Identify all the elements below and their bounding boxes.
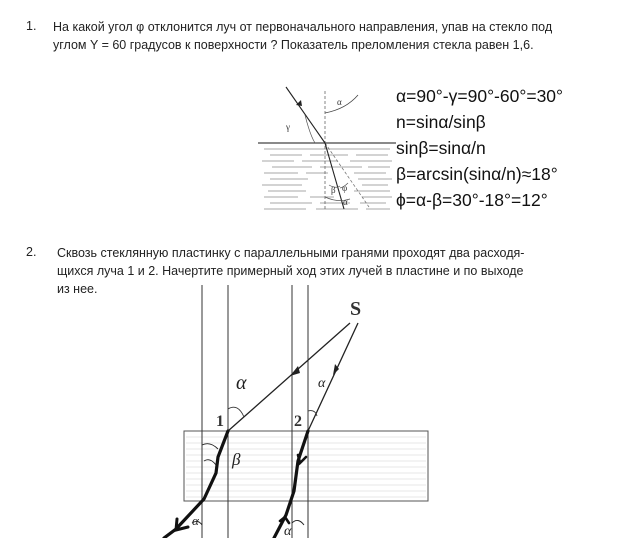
gamma-arc — [305, 115, 315, 143]
question-2-line-3: из нее. — [57, 282, 98, 296]
alpha-bottom-label: α — [343, 197, 348, 207]
formula-line-2: n=sinα/sinβ — [396, 112, 486, 132]
beta-label: β — [331, 185, 336, 195]
ray-2-incident — [308, 323, 358, 431]
refracted-ray — [325, 143, 344, 209]
phi-label: φ — [342, 183, 348, 193]
alpha-handwritten-3: α — [192, 513, 199, 528]
formula-line-5: ϕ=α-β=30°-18°=12° — [396, 190, 548, 210]
formula-line-1: α=90°-γ=90°-60°=30° — [396, 86, 564, 106]
glass-hatching — [262, 149, 392, 209]
formula-line-4: β=arcsin(sinα/n)≈18° — [396, 164, 558, 184]
alpha-handwritten-4: α — [284, 524, 292, 538]
question-2-line-1: Сквозь стеклянную пластинку с параллельными гранями проходят два расходя- — [57, 246, 525, 260]
question-2-line-2: щихся луча 1 и 2. Начертите примерный ход этих лучей в пластине и по выходе — [57, 264, 524, 278]
ray-1-angle-arc — [228, 407, 244, 417]
question-1-line-2: углом Υ = 60 градусов к поверхности ? Показатель преломления стекла равен 1,6. — [53, 38, 534, 52]
ray-1-inner-arc — [202, 444, 218, 449]
ray-2-arrow-inside — [298, 455, 306, 463]
ray-1-inner-arc-2 — [204, 460, 216, 465]
question-1-line-1: На какой угол φ отклонится луч от первоначального направления, упав на стекло под — [53, 20, 553, 34]
question-1-number: 1. — [26, 19, 37, 33]
glass-plate-diagram — [140, 285, 430, 538]
alpha-handwritten-1: α — [236, 372, 247, 394]
beta-handwritten: β — [232, 450, 241, 469]
ray-1-label: 1 — [216, 413, 224, 430]
ray-2-exit-arc — [292, 520, 304, 525]
source-label: S — [350, 298, 362, 320]
alpha-top-label: α — [337, 97, 342, 107]
formula-line-3: sinβ=sinα/n — [396, 138, 486, 158]
incident-ray — [286, 87, 325, 143]
ray-2-refracted — [274, 431, 308, 538]
refraction-diagram — [258, 85, 398, 215]
ray-2-label: 2 — [294, 413, 302, 430]
gamma-label: γ — [286, 122, 290, 132]
question-2-number: 2. — [26, 245, 37, 259]
alpha-handwritten-2: α — [318, 376, 326, 391]
